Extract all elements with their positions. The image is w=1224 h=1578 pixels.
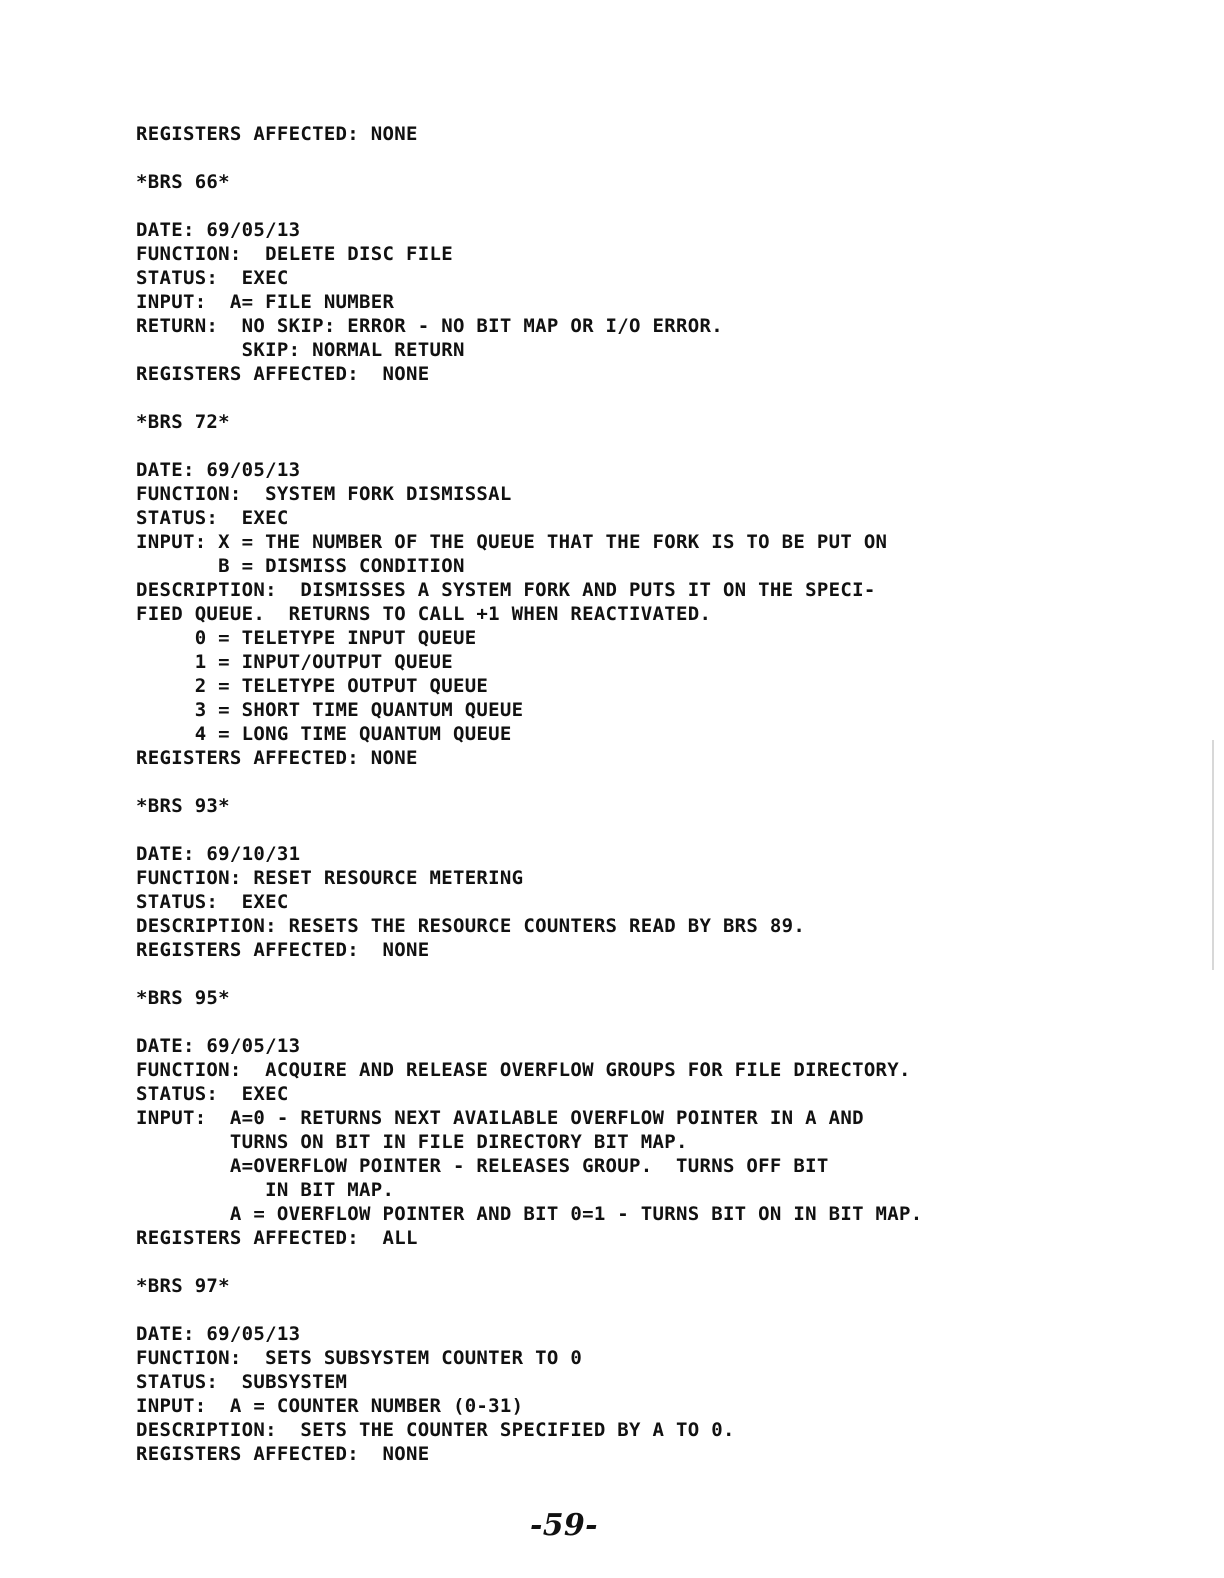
registers-affected-line: REGISTERS AFFECTED: NONE [136, 1443, 430, 1465]
description-line: DESCRIPTION: SETS THE COUNTER SPECIFIED BY A TO 0. [136, 1419, 735, 1441]
registers-affected-line: REGISTERS AFFECTED: NONE [136, 363, 430, 385]
page-number: -59- [530, 1508, 598, 1543]
function-line: FUNCTION: SYSTEM FORK DISMISSAL [136, 483, 512, 505]
function-line: FUNCTION: DELETE DISC FILE [136, 243, 453, 265]
status-line: STATUS: EXEC [136, 267, 289, 289]
status-line: STATUS: EXEC [136, 507, 289, 529]
input-line-continued: A=OVERFLOW POINTER - RELEASES GROUP. TURNS OFF BIT [136, 1155, 829, 1177]
input-line-continued: TURNS ON BIT IN FILE DIRECTORY BIT MAP. [136, 1131, 688, 1153]
registers-affected-line: REGISTERS AFFECTED: NONE [136, 123, 418, 145]
date-line: DATE: 69/05/13 [136, 459, 301, 481]
registers-affected-line: REGISTERS AFFECTED: NONE [136, 747, 418, 769]
scan-edge-mark [1212, 740, 1214, 970]
date-line: DATE: 69/05/13 [136, 1035, 301, 1057]
return-line-continued: SKIP: NORMAL RETURN [136, 339, 465, 361]
description-line: DESCRIPTION: DISMISSES A SYSTEM FORK AND PUTS IT ON THE SPECI- [136, 579, 876, 601]
registers-affected-line: REGISTERS AFFECTED: NONE [136, 939, 430, 961]
brs-97-heading: *BRS 97* [136, 1275, 230, 1297]
input-line-continued: A = OVERFLOW POINTER AND BIT 0=1 - TURNS BIT ON IN BIT MAP. [136, 1203, 923, 1225]
input-line: INPUT: A=0 - RETURNS NEXT AVAILABLE OVERFLOW POINTER IN A AND [136, 1107, 864, 1129]
queue-list-item: 4 = LONG TIME QUANTUM QUEUE [136, 723, 512, 745]
return-line: RETURN: NO SKIP: ERROR - NO BIT MAP OR I/O ERROR. [136, 315, 723, 337]
function-line: FUNCTION: SETS SUBSYSTEM COUNTER TO 0 [136, 1347, 583, 1369]
brs-93-heading: *BRS 93* [136, 795, 230, 817]
registers-affected-line: REGISTERS AFFECTED: ALL [136, 1227, 418, 1249]
function-line: FUNCTION: RESET RESOURCE METERING [136, 867, 524, 889]
input-line-continued: B = DISMISS CONDITION [136, 555, 465, 577]
date-line: DATE: 69/05/13 [136, 1323, 301, 1345]
input-line-continued: IN BIT MAP. [136, 1179, 395, 1201]
input-line: INPUT: A= FILE NUMBER [136, 291, 395, 313]
queue-list-item: 0 = TELETYPE INPUT QUEUE [136, 627, 477, 649]
brs-95-heading: *BRS 95* [136, 987, 230, 1009]
brs-72-heading: *BRS 72* [136, 411, 230, 433]
input-line: INPUT: X = THE NUMBER OF THE QUEUE THAT THE FORK IS TO BE PUT ON [136, 531, 888, 553]
brs-66-heading: *BRS 66* [136, 171, 230, 193]
description-line: DESCRIPTION: RESETS THE RESOURCE COUNTERS READ BY BRS 89. [136, 915, 806, 937]
queue-list-item: 2 = TELETYPE OUTPUT QUEUE [136, 675, 489, 697]
function-line: FUNCTION: ACQUIRE AND RELEASE OVERFLOW GROUPS FOR FILE DIRECTORY. [136, 1059, 911, 1081]
description-line-continued: FIED QUEUE. RETURNS TO CALL +1 WHEN REACTIVATED. [136, 603, 712, 625]
queue-list-item: 3 = SHORT TIME QUANTUM QUEUE [136, 699, 524, 721]
date-line: DATE: 69/05/13 [136, 219, 301, 241]
input-line: INPUT: A = COUNTER NUMBER (0-31) [136, 1395, 524, 1417]
status-line: STATUS: SUBSYSTEM [136, 1371, 348, 1393]
date-line: DATE: 69/10/31 [136, 843, 301, 865]
status-line: STATUS: EXEC [136, 891, 289, 913]
queue-list-item: 1 = INPUT/OUTPUT QUEUE [136, 651, 453, 673]
status-line: STATUS: EXEC [136, 1083, 289, 1105]
